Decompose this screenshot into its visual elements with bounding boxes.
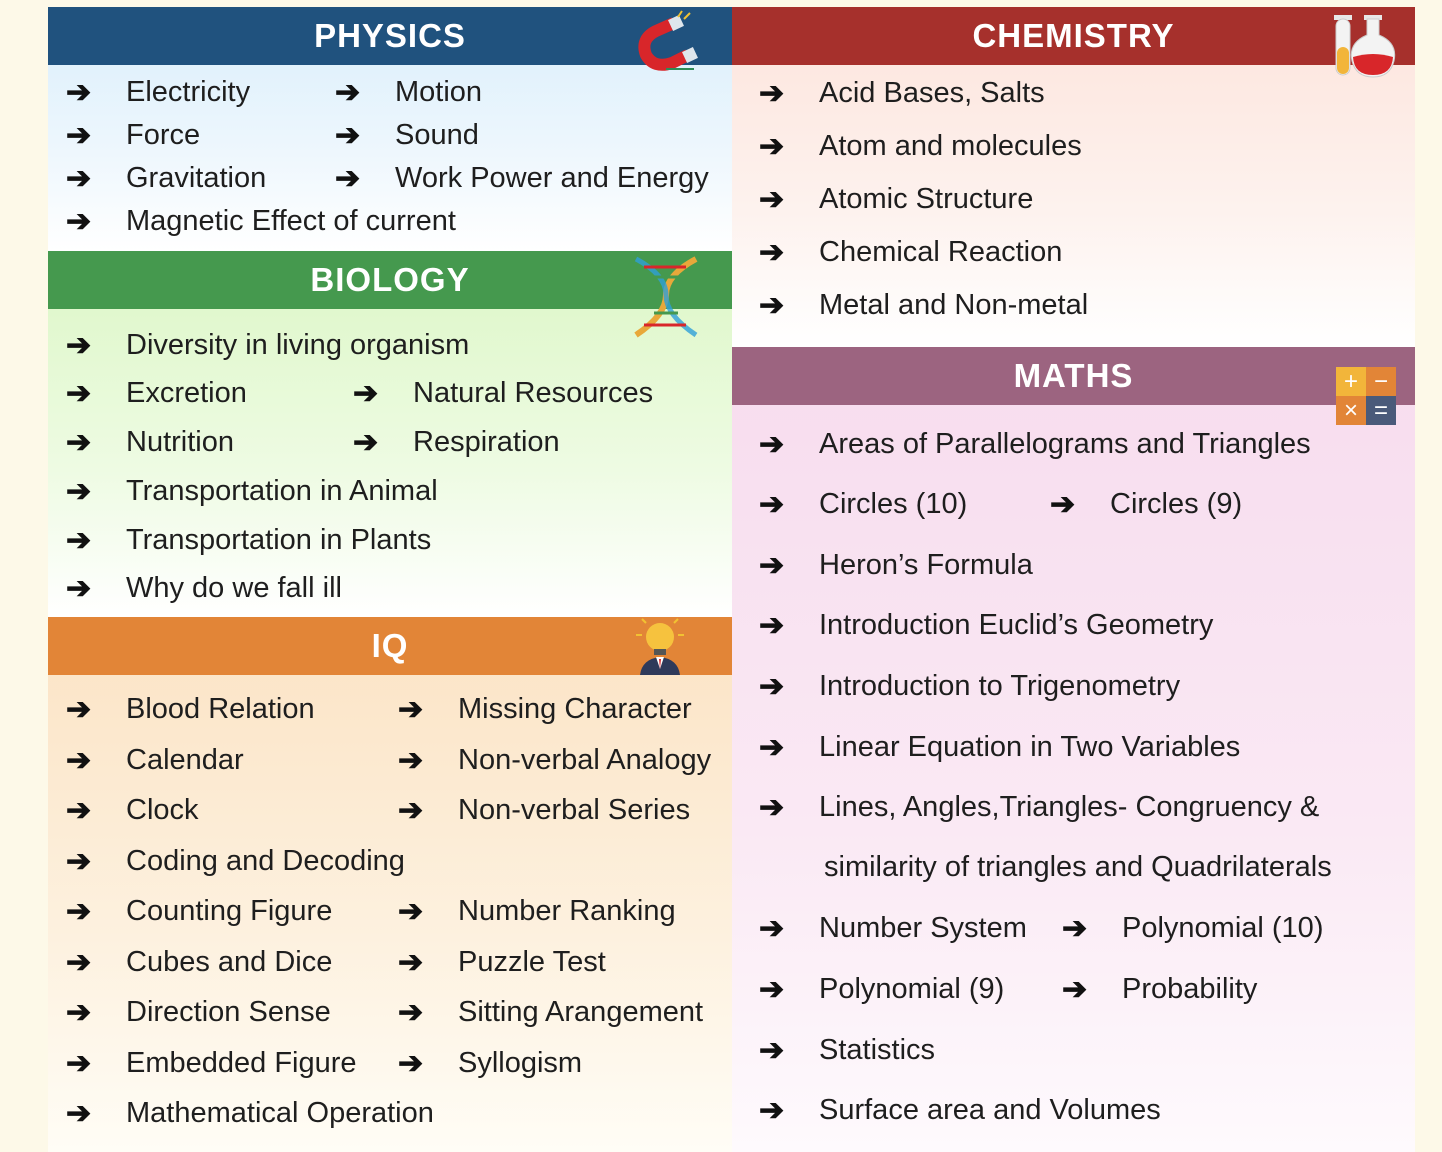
arrow-right-icon: ➔ <box>759 1034 785 1067</box>
list-item: ➔ Embedded Figure <box>66 1047 357 1080</box>
arrow-right-icon: ➔ <box>759 1094 785 1127</box>
arrow-right-icon: ➔ <box>66 572 92 605</box>
dna-icon <box>626 255 706 341</box>
minus-icon: − <box>1366 367 1396 396</box>
arrow-right-icon: ➔ <box>66 426 92 459</box>
arrow-right-icon: ➔ <box>66 524 92 557</box>
arrow-right-icon: ➔ <box>335 76 361 109</box>
list-item: ➔ Missing Character <box>398 693 692 726</box>
list-item: ➔ Coding and Decoding <box>66 845 405 878</box>
maths-header <box>732 347 1415 405</box>
arrow-right-icon: ➔ <box>66 845 92 878</box>
list-item: ➔ Syllogism <box>398 1047 583 1080</box>
iq-title: IQ <box>371 627 409 664</box>
arrow-right-icon: ➔ <box>1050 488 1076 521</box>
list-item: ➔ Atom and molecules <box>759 130 1082 163</box>
list-item: ➔ Circles (9) <box>1050 488 1243 521</box>
list-item-continuation: similarity of triangles and Quadrilaterals <box>824 851 1332 883</box>
arrow-right-icon: ➔ <box>759 609 785 642</box>
arrow-right-icon: ➔ <box>759 731 785 764</box>
arrow-right-icon: ➔ <box>66 895 92 928</box>
list-item: ➔ Introduction Euclid’s Geometry <box>759 609 1214 642</box>
list-item: ➔ Puzzle Test <box>398 946 606 979</box>
arrow-right-icon: ➔ <box>353 426 379 459</box>
arrow-right-icon: ➔ <box>335 162 361 195</box>
list-item: ➔ Why do we fall ill <box>66 572 342 605</box>
list-item: ➔ Surface area and Volumes <box>759 1094 1161 1127</box>
arrow-right-icon: ➔ <box>398 744 424 777</box>
arrow-right-icon: ➔ <box>759 428 785 461</box>
arrow-right-icon: ➔ <box>66 162 92 195</box>
arrow-right-icon: ➔ <box>759 973 785 1006</box>
iq-header <box>48 617 732 675</box>
arrow-right-icon: ➔ <box>66 744 92 777</box>
list-item: ➔ Respiration <box>353 426 560 459</box>
equals-icon: = <box>1366 396 1396 425</box>
arrow-right-icon: ➔ <box>66 996 92 1029</box>
plus-icon: + <box>1336 367 1366 396</box>
list-item: ➔ Gravitation <box>66 162 267 195</box>
arrow-right-icon: ➔ <box>398 794 424 827</box>
list-item: ➔ Motion <box>335 76 483 109</box>
biology-panel <box>48 251 732 617</box>
list-item: ➔ Polynomial (10) <box>1062 912 1324 945</box>
arrow-right-icon: ➔ <box>398 895 424 928</box>
chemistry-panel <box>732 7 1415 347</box>
arrow-right-icon: ➔ <box>398 693 424 726</box>
multiply-icon: × <box>1336 396 1366 425</box>
magnet-icon <box>626 9 700 75</box>
list-item: ➔ Non-verbal Series <box>398 794 691 827</box>
arrow-right-icon: ➔ <box>759 130 785 163</box>
list-item: ➔ Blood Relation <box>66 693 315 726</box>
list-item: ➔ Introduction to Trigenometry <box>759 670 1181 703</box>
list-item: ➔ Electricity <box>66 76 251 109</box>
arrow-right-icon: ➔ <box>759 289 785 322</box>
arrow-right-icon: ➔ <box>759 183 785 216</box>
arrow-right-icon: ➔ <box>759 791 785 824</box>
arrow-right-icon: ➔ <box>66 329 92 362</box>
list-item: ➔ Probability <box>1062 973 1258 1006</box>
arrow-right-icon: ➔ <box>66 377 92 410</box>
list-item: ➔ Number Ranking <box>398 895 676 928</box>
list-item: ➔ Chemical Reaction <box>759 236 1063 269</box>
list-item: ➔ Mathematical Operation <box>66 1097 434 1130</box>
maths-title: MATHS <box>1013 357 1134 394</box>
arrow-right-icon: ➔ <box>335 119 361 152</box>
arrow-right-icon: ➔ <box>66 475 92 508</box>
calculator-icon <box>1336 367 1396 425</box>
list-item: ➔ Sitting Arangement <box>398 996 704 1029</box>
arrow-right-icon: ➔ <box>759 488 785 521</box>
arrow-right-icon: ➔ <box>398 946 424 979</box>
arrow-right-icon: ➔ <box>759 236 785 269</box>
list-item: ➔ Excretion <box>66 377 247 410</box>
list-item: ➔ Areas of Parallelograms and Triangles <box>759 428 1311 461</box>
list-item: ➔ Metal and Non-metal <box>759 289 1089 322</box>
list-item: ➔ Clock <box>66 794 199 827</box>
arrow-right-icon: ➔ <box>759 912 785 945</box>
biology-title: BIOLOGY <box>310 261 470 298</box>
list-item: ➔ Force <box>66 119 201 152</box>
list-item: ➔ Acid Bases, Salts <box>759 77 1045 110</box>
list-item: ➔ Magnetic Effect of current <box>66 205 456 238</box>
list-item: ➔ Polynomial (9) <box>759 973 1005 1006</box>
maths-panel <box>732 347 1415 1152</box>
physics-panel <box>48 7 732 251</box>
arrow-right-icon: ➔ <box>66 1097 92 1130</box>
list-item: ➔ Direction Sense <box>66 996 331 1029</box>
list-item: ➔ Non-verbal Analogy <box>398 744 712 777</box>
arrow-right-icon: ➔ <box>66 693 92 726</box>
list-item: ➔ Statistics <box>759 1034 936 1067</box>
arrow-right-icon: ➔ <box>66 205 92 238</box>
list-item: ➔ Work Power and Energy <box>335 162 709 195</box>
list-item: ➔ Circles (10) <box>759 488 968 521</box>
arrow-right-icon: ➔ <box>66 794 92 827</box>
arrow-right-icon: ➔ <box>1062 973 1088 1006</box>
list-item: ➔ Sound <box>335 119 479 152</box>
arrow-right-icon: ➔ <box>398 1047 424 1080</box>
list-item: ➔ Nutrition <box>66 426 234 459</box>
chemistry-header <box>732 7 1415 65</box>
arrow-right-icon: ➔ <box>759 670 785 703</box>
arrow-right-icon: ➔ <box>1062 912 1088 945</box>
arrow-right-icon: ➔ <box>66 76 92 109</box>
arrow-right-icon: ➔ <box>759 77 785 110</box>
list-item: ➔ Transportation in Plants <box>66 524 432 557</box>
flask-icon <box>1330 13 1402 79</box>
list-item: ➔ Heron’s Formula <box>759 549 1033 582</box>
arrow-right-icon: ➔ <box>66 946 92 979</box>
list-item: ➔ Cubes and Dice <box>66 946 333 979</box>
iq-panel <box>48 617 732 1152</box>
physics-header <box>48 7 732 65</box>
list-item: ➔ Atomic Structure <box>759 183 1034 216</box>
arrow-right-icon: ➔ <box>66 119 92 152</box>
arrow-right-icon: ➔ <box>353 377 379 410</box>
list-item: ➔ Linear Equation in Two Variables <box>759 731 1241 764</box>
arrow-right-icon: ➔ <box>759 549 785 582</box>
list-item: ➔ Lines, Angles,Triangles- Congruency & <box>759 791 1320 824</box>
list-item: ➔ Transportation in Animal <box>66 475 438 508</box>
physics-title: PHYSICS <box>314 17 466 54</box>
list-item: ➔ Diversity in living organism <box>66 329 470 362</box>
chemistry-title: CHEMISTRY <box>972 17 1175 54</box>
list-item: ➔ Natural Resources <box>353 377 654 410</box>
list-item: ➔ Number System <box>759 912 1027 945</box>
list-item: ➔ Counting Figure <box>66 895 333 928</box>
arrow-right-icon: ➔ <box>398 996 424 1029</box>
list-item: ➔ Calendar <box>66 744 244 777</box>
arrow-right-icon: ➔ <box>66 1047 92 1080</box>
lightbulb-person-icon <box>632 617 688 675</box>
